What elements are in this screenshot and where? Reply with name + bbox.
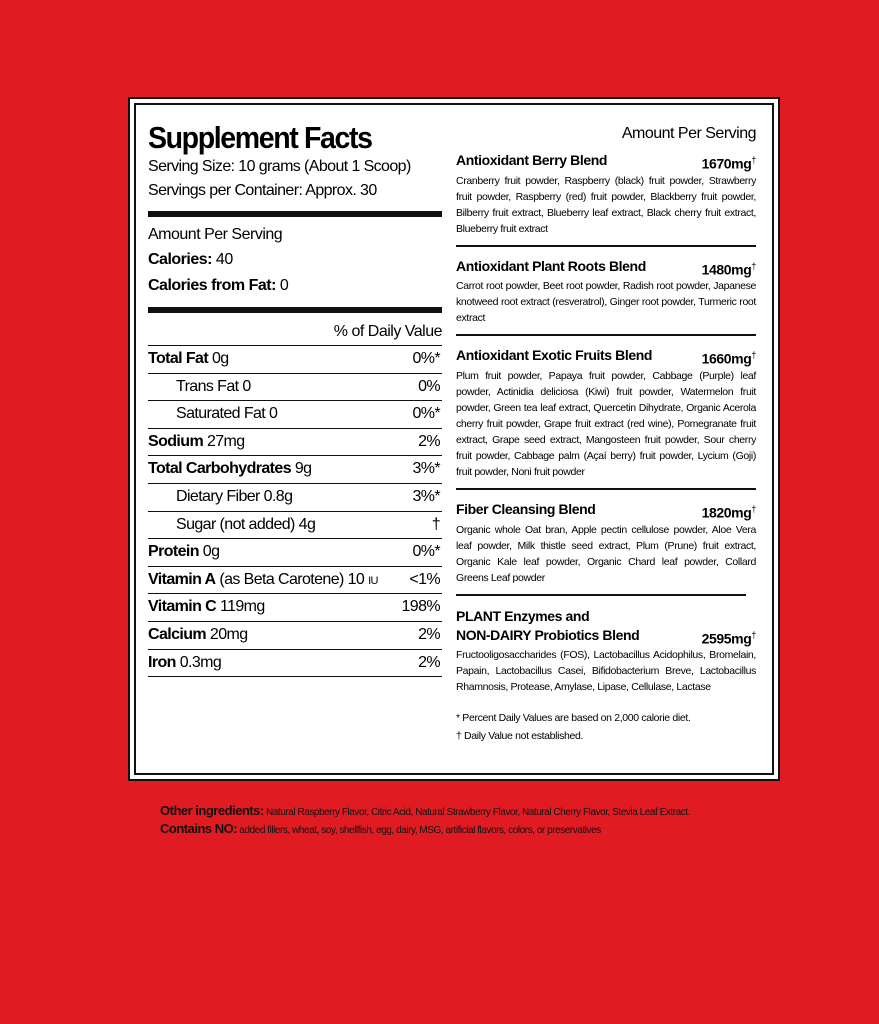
- calories-value: 40: [215, 251, 233, 268]
- thick-divider: [148, 307, 442, 313]
- blend-ingredients: Organic whole Oat bran, Apple pectin cellulose powder, Aloe Vera leaf powder, Milk thistle seed extract, Plum (Prune) fruit extract, Organic Kale leaf powder, Organic Chard leaf powder, Collard Greens Leaf powder: [456, 523, 756, 584]
- blend-name: Antioxidant Plant Roots Blend: [456, 257, 646, 274]
- nutrient-row-sodium: Sodium 27mg 2%: [148, 428, 442, 456]
- footnote-daily-values: * Percent Daily Values are based on 2,000 calorie diet.: [456, 712, 691, 725]
- blend-antioxidant-berry: Antioxidant Berry Blend 1670mg† Cranberry fruit powder, Raspberry (black) fruit powder, Strawberry fruit powder, Raspberry (red) fruit powder, Blackberry fruit powder, Bilberry fruit extract, Blueberry leaf extract, Black cherry fruit extract, Blueberry fruit extract: [456, 145, 756, 247]
- blend-name-line1: PLANT Enzymes and: [456, 607, 590, 624]
- servings-per-container: Servings per Container: Approx. 30: [148, 182, 377, 199]
- blend-amount: 1660mg: [701, 350, 752, 367]
- nutrient-row-dietary-fiber: Dietary Fiber 0.8g 3%*: [148, 483, 442, 511]
- blend-ingredients: Fructooligosaccharides (FOS), Lactobacillus Acidophilus, Bromelain, Papain, Lactobacillus Casei, Bifidobacterium Breve, Lactobacillus Rhamnosis, Protease, Amylase, Lipase, Cellulase, Lactase: [456, 649, 756, 694]
- blend-enzymes-probiotics: PLANT Enzymes and NON-DAIRY Probiotics Blend 2595mg† Fructooligosaccharides (FOS), Lactobacillus Acidophilus, Bromelain, Papain, Lactobacillus Casei, Bifidobacterium Breve, Lactobacillus Rhamnosis, Protease, Amylase, Lipase, Cellulase, Lactase: [456, 607, 756, 694]
- nutrient-row-sugar: Sugar (not added) 4g †: [148, 511, 442, 539]
- nutrient-row-vitamin-c: Vitamin C 119mg 198%: [148, 593, 442, 621]
- supplement-facts-label: [128, 97, 780, 781]
- blend-name: Antioxidant Berry Blend: [456, 152, 608, 168]
- calories-fat-value: 0: [279, 277, 289, 294]
- footnote-not-established: † Daily Value not established.: [456, 730, 584, 743]
- calories-label: Calories:: [148, 251, 212, 268]
- amount-per-serving-right: Amount Per Serving: [621, 125, 756, 142]
- calories-fat-label: Calories from Fat:: [148, 277, 276, 294]
- blend-antioxidant-plant-roots: Antioxidant Plant Roots Blend 1480mg† Carrot root powder, Beet root powder, Radish root powder, Japanese knotweed root extract (resveratrol), Ginger root powder, Turmeric root extract: [456, 247, 756, 337]
- contains-no-line: [160, 821, 840, 839]
- blend-antioxidant-exotic-fruits: Antioxidant Exotic Fruits Blend 1660mg† Plum fruit powder, Papaya fruit powder, Cabbage (Purple) leaf powder, Actinidia deliciosa (Kiwi) fruit powder, Watermelon fruit powder, Green tea leaf extract, Quercetin Dihydrate, Organic Acerola cherry fruit powder, Grape fruit extract (red wine), Pomegranate fruit extract, Grape seed extract, Mangosteen fruit powder, Sour cherry fruit powder, Cabbage palm (Açaí berry) fruit powder, Lycium (Goji) fruit powder, Noni fruit powder: [456, 336, 756, 490]
- nutrient-row-vitamin-a: Vitamin A (as Beta Carotene) 10 IU <1%: [148, 566, 442, 594]
- nutrient-row-calcium: Calcium 20mg 2%: [148, 621, 442, 649]
- blend-name: Antioxidant Exotic Fruits Blend: [456, 347, 653, 364]
- nutrient-row-total-carbohydrates: Total Carbohydrates 9g 3%*: [148, 455, 442, 483]
- nutrition-column: [148, 121, 442, 677]
- amount-per-serving-heading: Amount Per Serving: [148, 226, 283, 243]
- other-ingredients-section: [160, 803, 840, 839]
- other-ingredients-line: [160, 803, 840, 821]
- nutrient-table: [148, 345, 442, 677]
- table-bottom-rule: [148, 676, 442, 677]
- footnotes: [456, 709, 756, 745]
- blend-name-line2: NON-DAIRY Probiotics Blend: [456, 626, 640, 643]
- blend-fiber-cleansing: Fiber Cleansing Blend 1820mg† Organic whole Oat bran, Apple pectin cellulose powder, Aloe Vera leaf powder, Milk thistle seed extract, Plum (Prune) fruit extract, Organic Kale leaf powder, Organic Chard leaf powder, Collard Greens Leaf powder: [456, 490, 756, 596]
- nutrient-row-total-fat: Total Fat 0g 0%*: [148, 345, 442, 373]
- blend-amount: 1820mg: [701, 504, 752, 521]
- blend-name: Fiber Cleansing Blend: [456, 500, 596, 517]
- calories-row: [148, 247, 442, 273]
- calories-from-fat-row: [148, 273, 442, 299]
- nutrient-row-protein: Protein 0g 0%*: [148, 538, 442, 566]
- blend-ingredients: Cranberry fruit powder, Raspberry (black) fruit powder, Strawberry fruit powder, Raspberry (red) fruit powder, Blackberry fruit powder, Bilberry fruit extract, Blueberry leaf extract, Black cherry fruit extract, Blueberry fruit extract: [456, 174, 756, 235]
- other-ingredients-text: Natural Raspberry Flavor, Citric Acid, Natural Strawberry Flavor, Natural Cherry Flavor, Stevia Leaf Extract.: [266, 807, 690, 818]
- blend-amount: 1670mg: [701, 155, 752, 172]
- blends-column: [456, 123, 756, 745]
- thick-divider: [148, 211, 442, 217]
- serving-size: Serving Size: 10 grams (About 1 Scoop): [148, 158, 411, 175]
- other-ingredients-label: Other ingredients:: [160, 803, 264, 818]
- nutrient-row-iron: Iron 0.3mg 2%: [148, 649, 442, 677]
- nutrient-row-trans-fat: Trans Fat 0 0%: [148, 373, 442, 401]
- blend-ingredients: Carrot root powder, Beet root powder, Radish root powder, Japanese knotweed root extract (resveratrol), Ginger root powder, Turmeric root extract: [456, 280, 756, 325]
- contains-no-text: added fillers, wheat, soy, shellfish, egg, dairy, MSG, artificial flavors, colors, or preservatives: [239, 825, 601, 836]
- contains-no-label: Contains NO:: [160, 821, 238, 836]
- blend-amount: 2595mg: [701, 630, 752, 647]
- label-title: Supplement Facts: [148, 120, 372, 155]
- nutrient-row-saturated-fat: Saturated Fat 0 0%*: [148, 400, 442, 428]
- daily-value-header: % of Daily Value: [333, 323, 442, 340]
- blend-ingredients: Plum fruit powder, Papaya fruit powder, Cabbage (Purple) leaf powder, Actinidia deliciosa (Kiwi) fruit powder, Watermelon fruit powder, Green tea leaf extract, Quercetin Dihydrate, Organic Acerola cherry fruit powder, Grape fruit extract (red wine), Pomegranate fruit extract, Grape seed extract, Mangosteen fruit powder, Sour cherry fruit powder, Cabbage palm (Açaí berry) fruit powder, Lycium (Goji) fruit powder, Noni fruit powder: [456, 369, 756, 478]
- blend-amount: 1480mg: [701, 261, 752, 278]
